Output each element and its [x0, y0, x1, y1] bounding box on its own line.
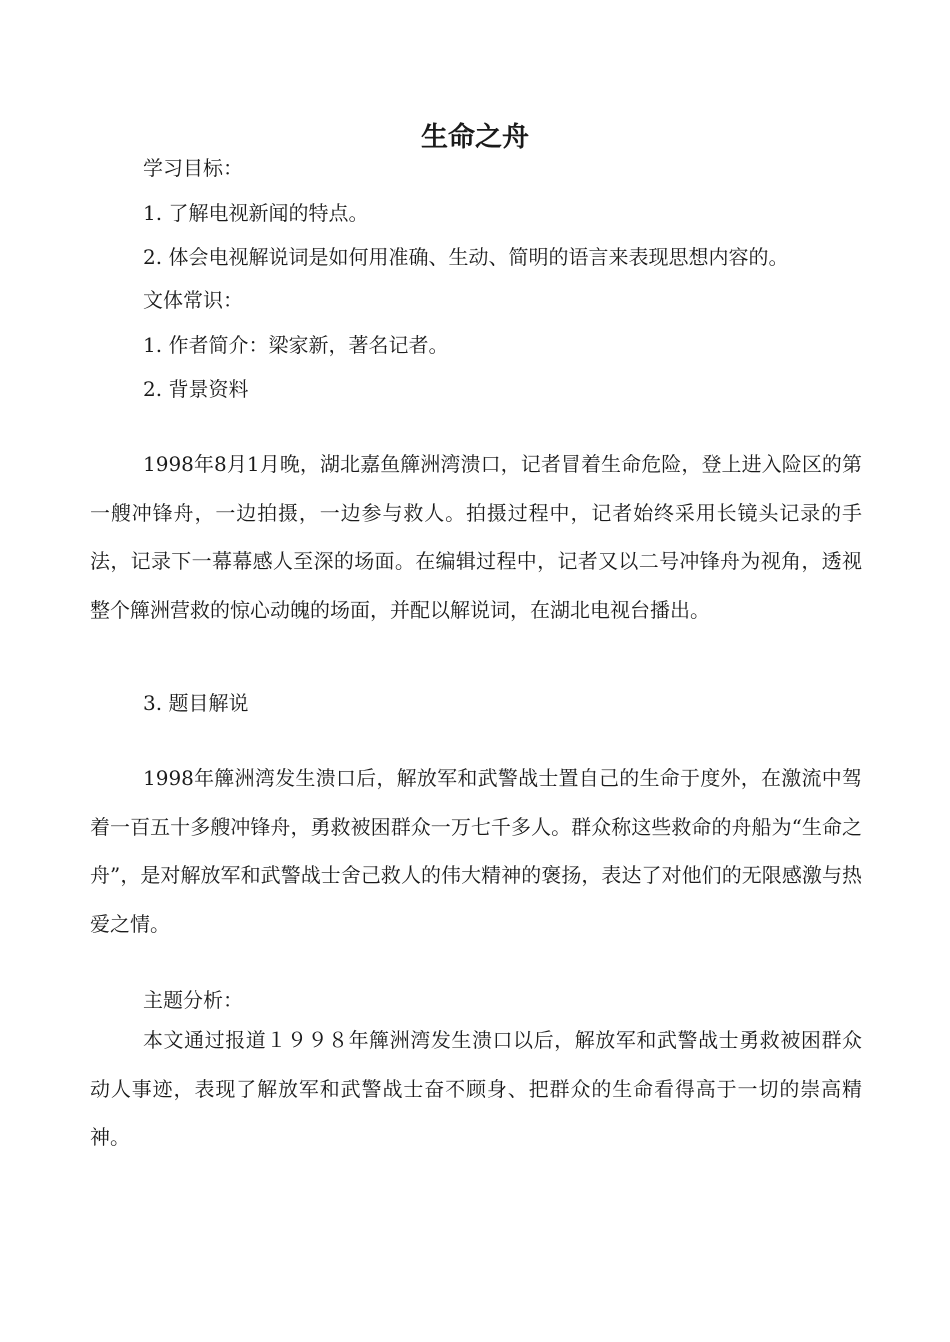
document-title: 生命之舟	[421, 122, 529, 153]
genre-heading: 文体常识：	[143, 288, 243, 312]
title-explanation-heading: 3. 题目解说	[143, 691, 249, 715]
theme-heading: 主题分析：	[143, 988, 243, 1012]
title-explanation-paragraph: 1998年簰洲湾发生溃口后，解放军和武警战士置自己的生命于度外，在激流中驾着一百五十多艘冲锋舟，勇救被困群众一万七千多人。群众称这些救命的舟船为“生命之舟”，是对解放军和武警战士舍己救人的伟大精神的褒扬，表达了对他们的无限感激与热爱之情。	[90, 766, 862, 936]
objectives-heading: 学习目标：	[143, 156, 243, 180]
background-heading: 2. 背景资料	[143, 377, 249, 401]
background-paragraph: 1998年8月1月晚，湖北嘉鱼簰洲湾溃口，记者冒着生命危险，登上进入险区的第一艘冲锋舟，一边拍摄，一边参与救人。拍摄过程中，记者始终采用长镜头记录的手法，记录下一幕幕感人至深的场面。在编辑过程中，记者又以二号冲锋舟为视角，透视整个簰洲营救的惊心动魄的场面，并配以解说词，在湖北电视台播出。	[90, 452, 862, 622]
author-intro: 1. 作者简介：梁家新，著名记者。	[143, 333, 449, 357]
objective-item-2: 2. 体会电视解说词是如何用准确、生动、简明的语言来表现思想内容的。	[143, 245, 789, 269]
objective-item-1: 1. 了解电视新闻的特点。	[143, 201, 369, 225]
theme-paragraph: 本文通过报道１９９８年簰洲湾发生溃口以后，解放军和武警战士勇救被困群众动人事迹，表现了解放军和武警战士奋不顾身、把群众的生命看得高于一切的崇高精神。	[90, 1028, 862, 1149]
